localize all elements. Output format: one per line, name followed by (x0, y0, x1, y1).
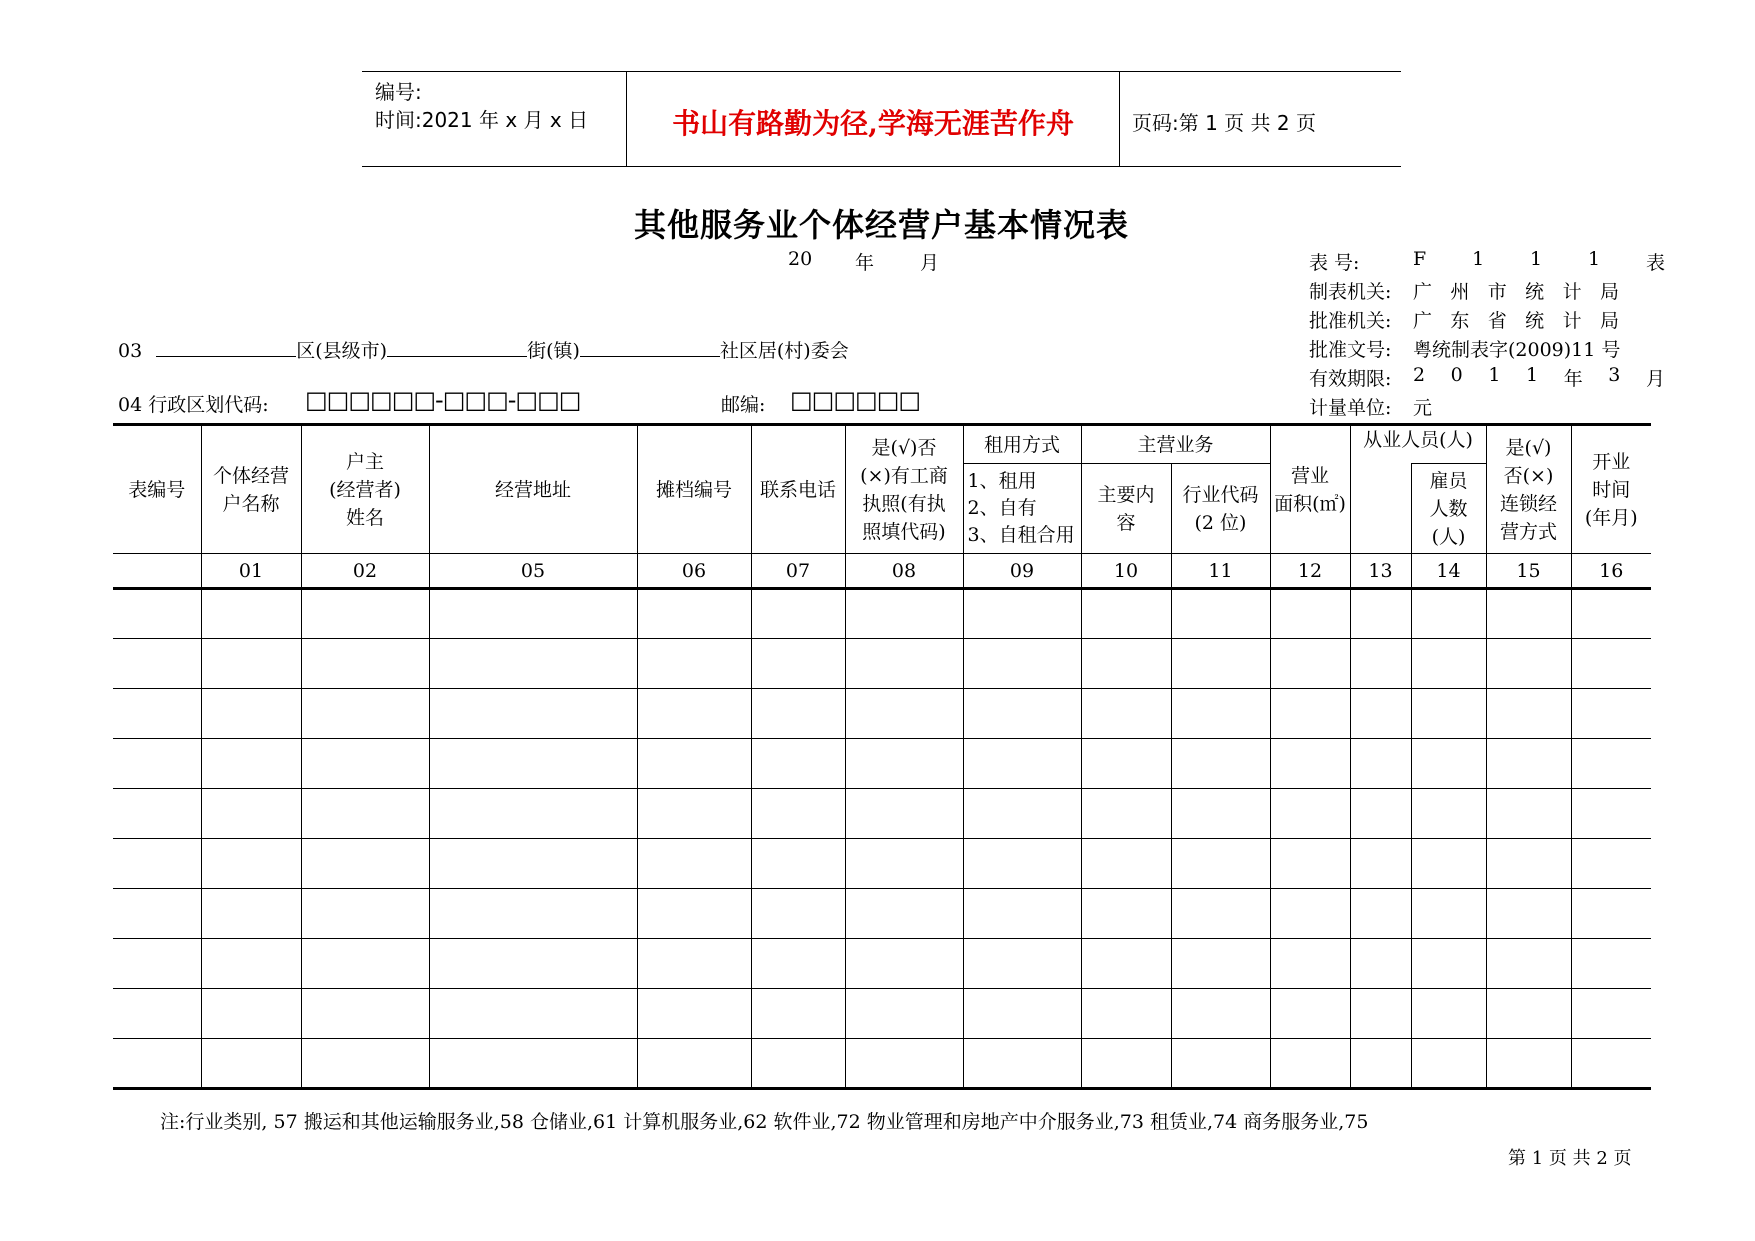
data-entry-cell[interactable] (1171, 989, 1270, 1039)
data-entry-cell[interactable] (1571, 789, 1651, 839)
data-entry-cell[interactable] (637, 839, 751, 889)
data-entry-cell[interactable] (1171, 739, 1270, 789)
data-entry-cell[interactable] (1270, 589, 1350, 639)
admin-code-number: 04 (118, 394, 143, 416)
footer-page-number: 第 1 页 共 2 页 (1508, 1148, 1632, 1169)
header-motto-cell (627, 72, 1120, 166)
data-entry-cell[interactable] (1081, 1039, 1171, 1089)
code-cell (113, 554, 201, 589)
data-entry-cell[interactable] (1411, 689, 1486, 739)
data-entry-cell[interactable] (201, 839, 301, 889)
col-address-header: 经营地址 (429, 425, 637, 554)
data-entry-cell[interactable] (201, 889, 301, 939)
code-cell: 05 (429, 554, 637, 589)
col-form-number-header: 表编号 (113, 425, 201, 554)
data-entry-cell[interactable] (201, 789, 301, 839)
data-entry-cell[interactable] (637, 989, 751, 1039)
data-entry-cell[interactable] (845, 639, 963, 689)
code-cell: 02 (301, 554, 429, 589)
data-entry-cell[interactable] (1411, 639, 1486, 689)
data-entry-cell[interactable] (845, 989, 963, 1039)
col-rental-options: 1、租用 2、自有 3、自租合用 (963, 464, 1081, 554)
admin-code-boxes[interactable]: □□□□□□-□□□-□□□ (305, 386, 581, 414)
data-entry-cell[interactable] (113, 639, 201, 689)
meta-validity-period: 有效期限: 2 0 1 1 年 3 月 (1309, 364, 1665, 390)
data-entry-cell[interactable] (845, 589, 963, 639)
data-entry-cell[interactable] (301, 589, 429, 639)
address-line (118, 336, 849, 363)
data-entry-cell[interactable] (429, 889, 637, 939)
data-entry-cell[interactable] (301, 789, 429, 839)
street-label: 街(镇) (527, 340, 580, 362)
data-entry-cell[interactable] (113, 789, 201, 839)
table-row (113, 789, 1651, 839)
col-main-business-group-header: 主营业务 (1081, 425, 1270, 464)
table-row (113, 639, 1651, 689)
data-entry-cell[interactable] (845, 789, 963, 839)
data-entry-cell[interactable] (201, 689, 301, 739)
data-entry-cell[interactable] (1350, 789, 1411, 839)
data-entry-cell[interactable] (1350, 739, 1411, 789)
data-entry-cell[interactable] (301, 839, 429, 889)
data-entry-cell[interactable] (1411, 889, 1486, 939)
data-entry-cell[interactable] (1486, 939, 1571, 989)
meta-unit: 计量单位: 元 (1309, 397, 1433, 419)
data-entry-cell[interactable] (1571, 739, 1651, 789)
data-entry-cell[interactable] (1486, 589, 1571, 639)
data-entry-cell[interactable] (637, 739, 751, 789)
data-entry-cell[interactable] (1411, 839, 1486, 889)
industry-note: 注:行业类别, 57 搬运和其他运输服务业,58 仓储业,61 计算机服务业,62 软件业,72 物业管理和房地产中介服务业,73 租赁业,74 商务服务业,75 (160, 1111, 1369, 1133)
data-entry-cell[interactable] (1571, 689, 1651, 739)
period-year-label: 年 (855, 252, 875, 274)
data-entry-cell[interactable] (113, 1039, 201, 1089)
data-entry-cell[interactable] (113, 839, 201, 889)
data-entry-cell[interactable] (963, 839, 1081, 889)
data-entry-cell[interactable] (1270, 989, 1350, 1039)
data-entry-cell[interactable] (1411, 739, 1486, 789)
code-cell: 08 (845, 554, 963, 589)
code-cell: 12 (1270, 554, 1350, 589)
col-hired-staff-header: 雇员 人数 (人) (1411, 464, 1486, 554)
period-year-prefix: 20 (788, 248, 813, 270)
data-entry-cell[interactable] (429, 1039, 637, 1089)
data-entry-cell[interactable] (1350, 639, 1411, 689)
data-entry-cell[interactable] (845, 1039, 963, 1089)
data-entry-cell[interactable] (429, 939, 637, 989)
postal-code-label: 邮编: (721, 394, 766, 416)
data-entry-cell[interactable] (1571, 889, 1651, 939)
data-entry-cell[interactable] (1486, 1039, 1571, 1089)
data-entry-cell[interactable] (1171, 789, 1270, 839)
col-chain-header: 是(√) 否(×) 连锁经 营方式 (1486, 425, 1571, 554)
data-entry-cell[interactable] (1411, 589, 1486, 639)
data-entry-cell[interactable] (1350, 1039, 1411, 1089)
data-entry-cell[interactable] (1571, 1039, 1651, 1089)
data-entry-cell[interactable] (963, 639, 1081, 689)
col-employees-total-header (1350, 464, 1411, 554)
data-entry-cell[interactable] (1270, 839, 1350, 889)
data-entry-cell[interactable] (113, 989, 201, 1039)
col-household-name-header: 个体经营 户名称 (201, 425, 301, 554)
data-entry-cell[interactable] (201, 639, 301, 689)
data-entry-cell[interactable] (751, 589, 845, 639)
table-row (113, 739, 1651, 789)
table-row (113, 939, 1651, 989)
data-entry-cell[interactable] (637, 939, 751, 989)
data-entry-cell[interactable] (1171, 839, 1270, 889)
data-entry-cell[interactable] (963, 739, 1081, 789)
col-area-header: 营业 面积(㎡) (1270, 425, 1350, 554)
period-month-label: 月 (920, 252, 940, 274)
data-entry-cell[interactable] (751, 839, 845, 889)
data-entry-cell[interactable] (1350, 589, 1411, 639)
data-entry-cell[interactable] (963, 1039, 1081, 1089)
data-entry-cell[interactable] (1571, 989, 1651, 1039)
data-entry-cell[interactable] (1270, 789, 1350, 839)
code-cell: 09 (963, 554, 1081, 589)
data-entry-cell[interactable] (1171, 939, 1270, 989)
data-entry-cell[interactable] (429, 739, 637, 789)
admin-code-line (118, 390, 269, 417)
col-owner-name-header: 户主 (经营者) 姓名 (301, 425, 429, 554)
data-entry-cell[interactable] (1350, 839, 1411, 889)
code-cell: 11 (1171, 554, 1270, 589)
data-entry-cell[interactable] (963, 689, 1081, 739)
data-entry-cell[interactable] (963, 989, 1081, 1039)
data-entry-cell[interactable] (963, 889, 1081, 939)
code-cell: 07 (751, 554, 845, 589)
district-blank[interactable] (156, 336, 296, 357)
data-entry-cell[interactable] (751, 639, 845, 689)
data-entry-cell[interactable] (429, 589, 637, 639)
table-row (113, 839, 1651, 889)
data-entry-cell[interactable] (751, 939, 845, 989)
data-entry-cell[interactable] (963, 939, 1081, 989)
data-entry-cell[interactable] (845, 889, 963, 939)
data-entry-cell[interactable] (637, 889, 751, 939)
code-cell: 16 (1571, 554, 1651, 589)
admin-code-label: 行政区划代码: (148, 394, 269, 416)
data-entry-cell[interactable] (845, 739, 963, 789)
data-entry-cell[interactable] (1350, 889, 1411, 939)
data-entry-cell[interactable] (1486, 639, 1571, 689)
data-entry-cell[interactable] (1350, 689, 1411, 739)
serial-label: 编号: (375, 80, 422, 104)
household-table (113, 423, 1651, 1090)
data-entry-cell[interactable] (1270, 889, 1350, 939)
data-entry-cell[interactable] (301, 939, 429, 989)
data-entry-cell[interactable] (301, 639, 429, 689)
data-entry-cell[interactable] (637, 689, 751, 739)
time-label: 时间:2021 年 x 月 x 日 (375, 108, 589, 132)
data-entry-cell[interactable] (1350, 939, 1411, 989)
col-rental-group-header: 租用方式 (963, 425, 1081, 464)
table-row (113, 589, 1651, 639)
data-entry-cell[interactable] (113, 589, 201, 639)
data-entry-cell[interactable] (1411, 989, 1486, 1039)
data-entry-cell[interactable] (1081, 639, 1171, 689)
data-entry-cell[interactable] (751, 989, 845, 1039)
data-entry-cell[interactable] (845, 939, 963, 989)
data-entry-cell[interactable] (1270, 1039, 1350, 1089)
data-entry-cell[interactable] (201, 739, 301, 789)
data-entry-cell[interactable] (1411, 1039, 1486, 1089)
document-title: 其他服务业个体经营户基本情况表 (633, 206, 1129, 244)
data-entry-cell[interactable] (1486, 989, 1571, 1039)
data-entry-cell[interactable] (201, 989, 301, 1039)
data-entry-cell[interactable] (301, 739, 429, 789)
data-entry-cell[interactable] (1171, 689, 1270, 739)
data-entry-cell[interactable] (429, 689, 637, 739)
data-entry-cell[interactable] (1081, 739, 1171, 789)
community-blank[interactable] (580, 336, 720, 357)
data-entry-cell[interactable] (201, 589, 301, 639)
data-entry-cell[interactable] (1270, 939, 1350, 989)
motto-text: 书山有路勤为径,学海无涯苦作舟 (672, 107, 1074, 140)
table-row (113, 989, 1651, 1039)
community-label: 社区居(村)委会 (719, 340, 849, 362)
header-row-1 (113, 425, 1651, 464)
data-entry-cell[interactable] (301, 889, 429, 939)
street-blank[interactable] (387, 336, 527, 357)
data-entry-cell[interactable] (1270, 739, 1350, 789)
data-entry-cell[interactable] (1171, 589, 1270, 639)
meta-approval-number: 批准文号: 粤统制表字(2009)11 号 (1309, 339, 1621, 361)
col-main-content-header: 主要内 容 (1081, 464, 1171, 554)
postal-code-boxes[interactable]: □□□□□□ (790, 386, 921, 414)
address-code: 03 (118, 340, 143, 362)
data-entry-cell[interactable] (1081, 789, 1171, 839)
data-entry-cell[interactable] (301, 689, 429, 739)
data-entry-cell[interactable] (201, 1039, 301, 1089)
data-entry-cell[interactable] (1411, 789, 1486, 839)
data-entry-cell[interactable] (1081, 939, 1171, 989)
code-cell: 10 (1081, 554, 1171, 589)
data-entry-cell[interactable] (1270, 639, 1350, 689)
data-entry-cell[interactable] (1486, 689, 1571, 739)
data-entry-cell[interactable] (113, 689, 201, 739)
table-row (113, 889, 1651, 939)
data-entry-cell[interactable] (429, 789, 637, 839)
data-entry-cell[interactable] (637, 1039, 751, 1089)
data-entry-cell[interactable] (637, 789, 751, 839)
data-entry-cell[interactable] (1411, 939, 1486, 989)
header-right-cell (1120, 72, 1401, 166)
table-row (113, 1039, 1651, 1089)
data-entry-cell[interactable] (1081, 989, 1171, 1039)
district-label: 区(县级市) (296, 340, 388, 362)
data-entry-cell[interactable] (1486, 789, 1571, 839)
code-cell: 14 (1411, 554, 1486, 589)
data-entry-cell[interactable] (429, 989, 637, 1039)
col-phone-header: 联系电话 (751, 425, 845, 554)
code-cell: 13 (1350, 554, 1411, 589)
data-entry-cell[interactable] (845, 839, 963, 889)
data-entry-cell[interactable] (1571, 839, 1651, 889)
meta-issuing-agency: 制表机关: 广 州 市 统 计 局 (1309, 281, 1619, 303)
data-entry-cell[interactable] (113, 889, 201, 939)
col-stall-number-header: 摊档编号 (637, 425, 751, 554)
data-entry-cell[interactable] (637, 589, 751, 639)
data-entry-cell[interactable] (301, 989, 429, 1039)
data-entry-cell[interactable] (751, 739, 845, 789)
data-entry-cell[interactable] (1081, 689, 1171, 739)
data-entry-cell[interactable] (429, 839, 637, 889)
data-entry-cell[interactable] (1486, 889, 1571, 939)
col-open-date-header: 开业 时间 (年月) (1571, 425, 1651, 554)
data-entry-cell[interactable] (1571, 639, 1651, 689)
page-header (362, 71, 1401, 167)
table-row (113, 689, 1651, 739)
data-entry-cell[interactable] (113, 739, 201, 789)
data-entry-cell[interactable] (1571, 939, 1651, 989)
data-entry-cell[interactable] (1571, 589, 1651, 639)
col-license-header: 是(√)否 (×)有工商 执照(有执 照填代码) (845, 425, 963, 554)
code-cell: 06 (637, 554, 751, 589)
column-code-row (113, 554, 1651, 589)
data-entry-cell[interactable] (201, 939, 301, 989)
data-entry-cell[interactable] (429, 639, 637, 689)
data-entry-cell[interactable] (1486, 739, 1571, 789)
data-entry-cell[interactable] (751, 1039, 845, 1089)
header-left-cell (362, 72, 627, 166)
data-entry-cell[interactable] (1171, 639, 1270, 689)
code-cell: 15 (1486, 554, 1571, 589)
data-entry-cell[interactable] (301, 1039, 429, 1089)
data-entry-cell[interactable] (963, 589, 1081, 639)
data-entry-cell[interactable] (1081, 889, 1171, 939)
data-entry-cell[interactable] (1350, 989, 1411, 1039)
col-employees-group-header: 从业人员(人) (1350, 425, 1486, 464)
data-entry-cell[interactable] (1486, 839, 1571, 889)
data-entry-cell[interactable] (113, 939, 201, 989)
data-entry-cell[interactable] (637, 639, 751, 689)
data-entry-cell[interactable] (1270, 689, 1350, 739)
data-entry-cell[interactable] (751, 789, 845, 839)
data-entry-cell[interactable] (1081, 589, 1171, 639)
data-entry-cell[interactable] (1171, 1039, 1270, 1089)
data-entry-cell[interactable] (1081, 839, 1171, 889)
data-entry-cell[interactable] (751, 689, 845, 739)
meta-form-number: 表 号: F 1 1 1 表 (1309, 248, 1665, 274)
code-cell: 01 (201, 554, 301, 589)
col-industry-code-header: 行业代码 (2 位) (1171, 464, 1270, 554)
data-entry-cell[interactable] (751, 889, 845, 939)
data-entry-cell[interactable] (845, 689, 963, 739)
page-number-label: 页码:第 1 页 共 2 页 (1132, 111, 1316, 135)
data-entry-cell[interactable] (1171, 889, 1270, 939)
data-entry-cell[interactable] (963, 789, 1081, 839)
meta-approval-agency: 批准机关: 广 东 省 统 计 局 (1309, 310, 1619, 332)
